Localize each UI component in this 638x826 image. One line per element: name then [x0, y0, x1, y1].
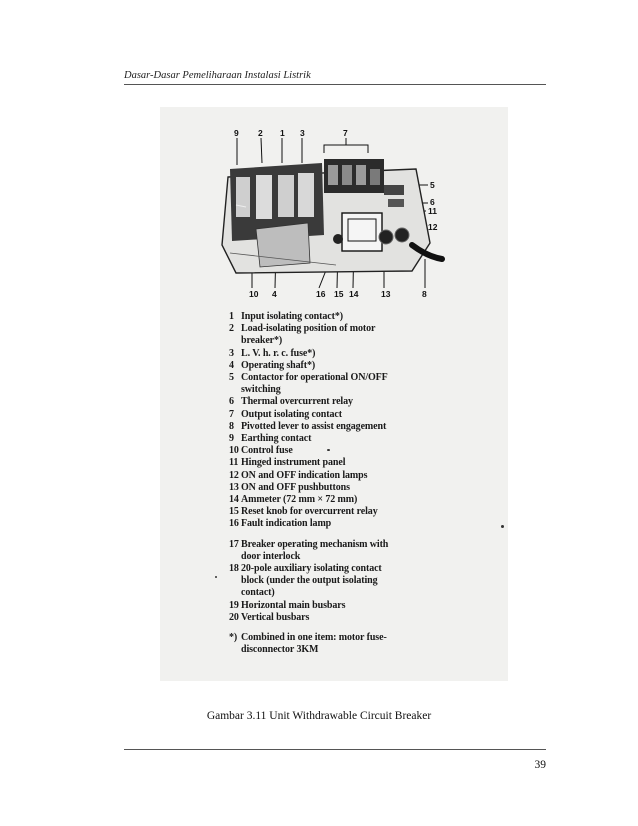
legend-item-text: Load-isolating position of motor	[241, 323, 376, 335]
legend-item-text: Combined in one item: motor fuse-	[241, 632, 387, 644]
legend-item-text: Breaker operating mechanism with	[241, 538, 389, 550]
legend-item	[229, 539, 444, 551]
photo-label: 4	[272, 289, 277, 299]
photo-label: 7	[343, 128, 348, 138]
legend-item-number	[229, 575, 241, 587]
legend-item-text: Contactor for operational ON/OFF	[241, 372, 388, 384]
legend-item	[229, 384, 444, 396]
legend-item-number: 12	[229, 469, 239, 481]
legend-item-number	[229, 384, 241, 396]
legend-item	[229, 421, 444, 433]
legend-item	[229, 482, 444, 494]
legend-item	[229, 518, 444, 530]
legend-item-text: L. V. h. r. c. fuse*)	[241, 347, 316, 359]
photo-label: 11	[428, 206, 437, 216]
legend-item-text: block (under the output isolating	[241, 575, 378, 587]
figure-caption: Gambar 3.11 Unit Withdrawable Circuit Breaker	[206, 710, 432, 722]
legend-item	[229, 494, 444, 506]
legend-item-text: Pivotted lever to assist engagement	[241, 420, 387, 432]
legend-item-text: contact)	[241, 587, 275, 599]
legend-item	[229, 644, 444, 656]
legend-item	[229, 563, 444, 575]
page-number: 39	[534, 759, 546, 771]
legend-item-number: 10	[229, 445, 239, 457]
photo-label: 1	[280, 128, 285, 138]
legend-item-number: 9	[229, 433, 234, 445]
legend-item	[229, 575, 444, 587]
legend-item	[229, 348, 444, 360]
legend-item-number: 18	[229, 563, 239, 575]
legend-item-text: door interlock	[241, 550, 301, 562]
legend-item-text: ON and OFF indication lamps	[241, 469, 368, 481]
legend-item	[229, 409, 444, 421]
legend-item-text: Operating shaft*)	[241, 359, 316, 371]
legend-item	[229, 335, 444, 347]
legend-item	[229, 360, 444, 372]
footer-divider	[124, 749, 546, 750]
scan-speck	[501, 525, 504, 528]
legend-item-number: 11	[229, 457, 239, 469]
legend-item	[229, 372, 444, 384]
legend-item-number: 1	[229, 311, 234, 322]
legend-item-text: breaker*)	[241, 335, 283, 347]
legend-item-text: 20-pole auxiliary isolating contact	[241, 563, 382, 575]
circuit-breaker-photo	[216, 125, 448, 303]
photo-label: 12	[428, 222, 438, 232]
legend-item	[229, 457, 444, 469]
legend-item-number: 3	[229, 347, 234, 359]
legend-item	[229, 433, 444, 445]
photo-label: 15	[334, 289, 344, 299]
legend-item	[229, 632, 444, 644]
photo-label: 13	[381, 289, 391, 299]
legend-item	[229, 470, 444, 482]
legend-item	[229, 600, 444, 612]
legend-item-text: Control fuse	[241, 445, 293, 457]
running-header: Dasar-Dasar Pemeliharaan Instalasi Listrik	[124, 70, 311, 81]
photo-label: 6	[430, 197, 435, 207]
legend-item-number: 20	[229, 611, 239, 623]
legend-item-text: Ammeter (72 mm × 72 mm)	[241, 494, 358, 506]
legend-item-number: 15	[229, 506, 239, 518]
legend-item	[229, 323, 444, 335]
legend-item-number: 14	[229, 494, 239, 506]
legend-item	[229, 587, 444, 599]
figure-legend	[229, 311, 444, 656]
legend-item-text: Vertical busbars	[241, 611, 310, 623]
photo-label: 16	[316, 289, 326, 299]
legend-item-number: 13	[229, 481, 239, 493]
legend-item-number: 7	[229, 408, 234, 420]
legend-item	[229, 612, 444, 624]
photo-label: 5	[430, 180, 435, 190]
legend-item-number: 8	[229, 420, 234, 432]
legend-item-number	[229, 551, 241, 563]
legend-item-text: Thermal overcurrent relay	[241, 396, 353, 408]
photo-label: 3	[300, 128, 305, 138]
legend-item	[229, 506, 444, 518]
legend-item	[229, 311, 444, 323]
legend-item-text: Horizontal main busbars	[241, 599, 346, 611]
legend-item-text: Output isolating contact	[241, 408, 342, 420]
photo-label: 8	[422, 289, 427, 299]
legend-item-text: Hinged instrument panel	[241, 457, 346, 469]
legend-item	[229, 551, 444, 563]
legend-item-number	[229, 587, 241, 599]
legend-item-text: Reset knob for overcurrent relay	[241, 506, 378, 518]
legend-item-number: 16	[229, 518, 239, 530]
legend-item-number: 2	[229, 323, 234, 335]
legend-item-number: 19	[229, 599, 239, 611]
legend-item-text: disconnector 3KM	[241, 644, 319, 656]
legend-item-number: 6	[229, 396, 234, 408]
legend-item-number: 5	[229, 372, 234, 384]
legend-item	[229, 445, 444, 457]
photo-label: 2	[258, 128, 263, 138]
legend-item-text: Earthing contact	[241, 433, 312, 445]
legend-item	[229, 396, 444, 408]
legend-item-number: *)	[229, 632, 238, 644]
photo-label: 14	[349, 289, 359, 299]
legend-item-text: ON and OFF pushbuttons	[241, 481, 350, 493]
legend-item-text: Fault indication lamp	[241, 518, 332, 530]
legend-item-text: switching	[241, 384, 281, 396]
header-divider	[124, 84, 546, 85]
photo-label: 9	[234, 128, 239, 138]
legend-item-number	[229, 335, 241, 347]
legend-item-number: 4	[229, 359, 234, 371]
photo-label: 10	[249, 289, 259, 299]
legend-item-number: 17	[229, 538, 239, 550]
legend-item-text: Input isolating contact*)	[241, 311, 343, 322]
scan-speck	[327, 449, 330, 451]
legend-item-number	[229, 644, 241, 656]
scan-speck	[215, 576, 217, 578]
